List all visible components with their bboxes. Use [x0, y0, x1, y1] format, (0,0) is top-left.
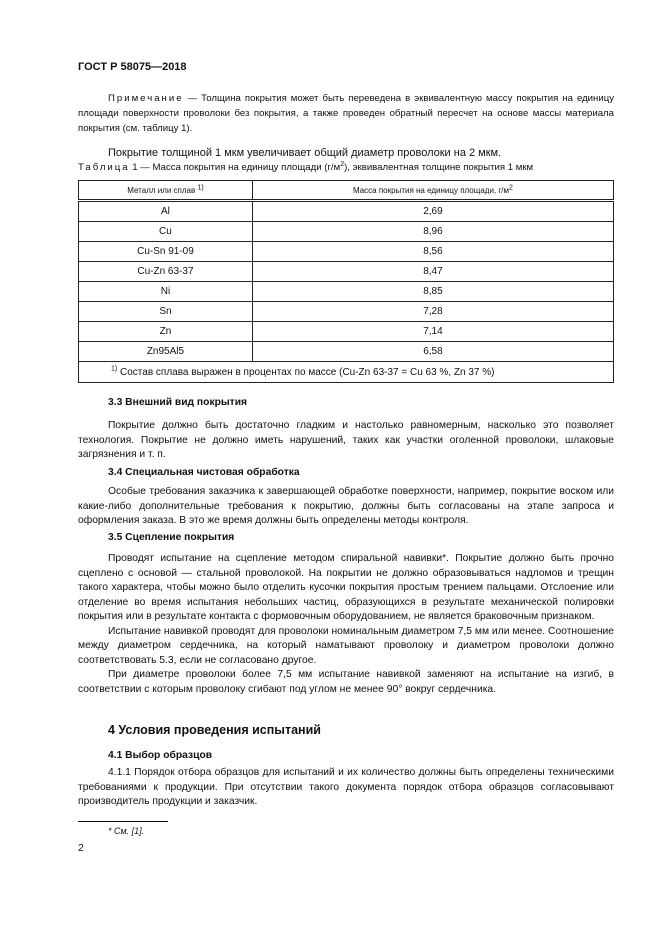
cell-metal: Cu-Zn 63-37 — [79, 262, 253, 282]
section-3-5-title: 3.5 Сцепление покрытия — [108, 532, 235, 543]
col1-text: Металл или сплав — [127, 185, 198, 195]
cell-metal: Ni — [79, 282, 253, 302]
page-number: 2 — [78, 842, 84, 854]
section-3-5-p3: При диаметре проволоки более 7,5 мм испытание навивкой заменяют на испытание на изгиб, в соответствии с которым проволоку сгибают под углом не менее 90° вокруг сердечника. — [78, 669, 614, 695]
col2-sup: 2 — [509, 183, 513, 191]
cell-metal: Cu — [79, 222, 253, 242]
col-header-mass — [252, 181, 613, 201]
cell-metal: Zn95Al5 — [79, 342, 253, 362]
col-header-metal — [79, 181, 253, 201]
cell-metal: Al — [79, 201, 253, 222]
table-row — [79, 302, 614, 322]
cell-mass: 6,58 — [252, 342, 613, 362]
section-4-title: 4 Условия проведения испытаний — [108, 723, 321, 737]
cell-mass: 8,56 — [252, 242, 613, 262]
table-footnote-row — [79, 362, 614, 383]
col2-text: Масса покрытия на единицу площади, г/м — [352, 185, 509, 195]
caption-sup: 2 — [340, 160, 345, 168]
table-row — [79, 282, 614, 302]
cell-metal: Cu-Sn 91-09 — [79, 242, 253, 262]
table-row — [79, 262, 614, 282]
table-row — [79, 322, 614, 342]
table-row — [79, 222, 614, 242]
cell-mass: 2,69 — [252, 201, 613, 222]
table-footnote — [79, 362, 614, 383]
section-3-4-text: Особые требования заказчика к завершающей обработке поверхности, например, покрытие воском или какие-либо дополнительные требования к покрытию, должны быть согласованы на этапе запроса и оформления заказа. В это же время должны быть определены методы контроля. — [78, 486, 614, 526]
table-row — [79, 201, 614, 222]
cell-metal: Zn — [79, 322, 253, 342]
footnote-sup: 1) — [111, 365, 118, 373]
section-4-1-1-text: 4.1.1 Порядок отбора образцов для испытаний и их количество должны быть определены техническими требованиями к продукции. При отсутствии такого документа порядок отбора образцов согласовывают производитель продукции и заказчик. — [78, 767, 614, 807]
table-row — [79, 342, 614, 362]
caption-label: Таблица — [78, 162, 130, 173]
thickness-paragraph: Покрытие толщиной 1 мкм увеличивает общий диаметр проволоки на 2 мкм. — [108, 147, 502, 159]
cell-metal: Sn — [79, 302, 253, 322]
cell-mass: 8,47 — [252, 262, 613, 282]
cell-mass: 8,85 — [252, 282, 613, 302]
caption-tail: ), эквивалентная толщине покрытия 1 мкм — [344, 162, 534, 173]
section-3-3-text: Покрытие должно быть достаточно гладким и настолько равномерным, насколько это позволяет технология. Покрытие не должно иметь нарушений, таких как участки оголенной проволоки, шлаковые загрязнения и т. п. — [78, 420, 614, 460]
footnote-text: Состав сплава выражен в процентах по массе (Cu-Zn 63-37 = Cu 63 %, Zn 37 %) — [117, 366, 495, 378]
section-3-3-title: 3.3 Внешний вид покрытия — [108, 397, 248, 408]
footnote-divider — [78, 821, 168, 822]
table-1 — [78, 180, 614, 383]
section-3-4-title: 3.4 Специальная чистовая обработка — [108, 467, 300, 478]
table-caption — [78, 162, 614, 173]
section-3-5-body — [78, 552, 614, 697]
cell-mass: 8,96 — [252, 222, 613, 242]
table-header-row — [79, 181, 614, 201]
note-text: — Толщина покрытия может быть переведена в эквивалентную массу покрытия на единицу площади поверхности проволоки без покрытия, а также проведен обратный пересчет на основе массы материала покрытия (см. таблицу 1). — [78, 93, 614, 134]
caption-text: 1 — Масса покрытия на единицу площади (г/м — [129, 162, 341, 173]
section-3-5-p1: Проводят испытание на сцепление методом спиральной навивки*. Покрытие должно быть прочно сцеплено с основой — стальной проволокой. На покрытии не должно образовываться надломов и трещин такого характера, чтобы можно было отделить кусочки покрытия простым трением пальцами. Отслоение или отделение во время испытания небольших частиц, образующихся в результате механической полировки покрытия или в результате контакта с формовочным оборудованием, не является браковочным признаком. — [78, 553, 614, 622]
document-header: ГОСТ Р 58075—2018 — [78, 61, 187, 73]
note-label: Примечание — [108, 93, 184, 104]
section-3-5-p2: Испытание навивкой проводят для проволоки номинальным диаметром 7,5 мм или менее. Соотношение между диаметром сердечника, на который наматывают проволоку и диаметром проволоки должно соответствовать 5.3, если не согласовано другое. — [78, 625, 614, 666]
page-footnote: * См. [1]. — [108, 826, 145, 836]
note — [78, 91, 614, 136]
section-4-1-title: 4.1 Выбор образцов — [108, 750, 213, 761]
cell-mass: 7,28 — [252, 302, 613, 322]
cell-mass: 7,14 — [252, 322, 613, 342]
col1-sup: 1) — [197, 183, 204, 191]
table-row — [79, 242, 614, 262]
